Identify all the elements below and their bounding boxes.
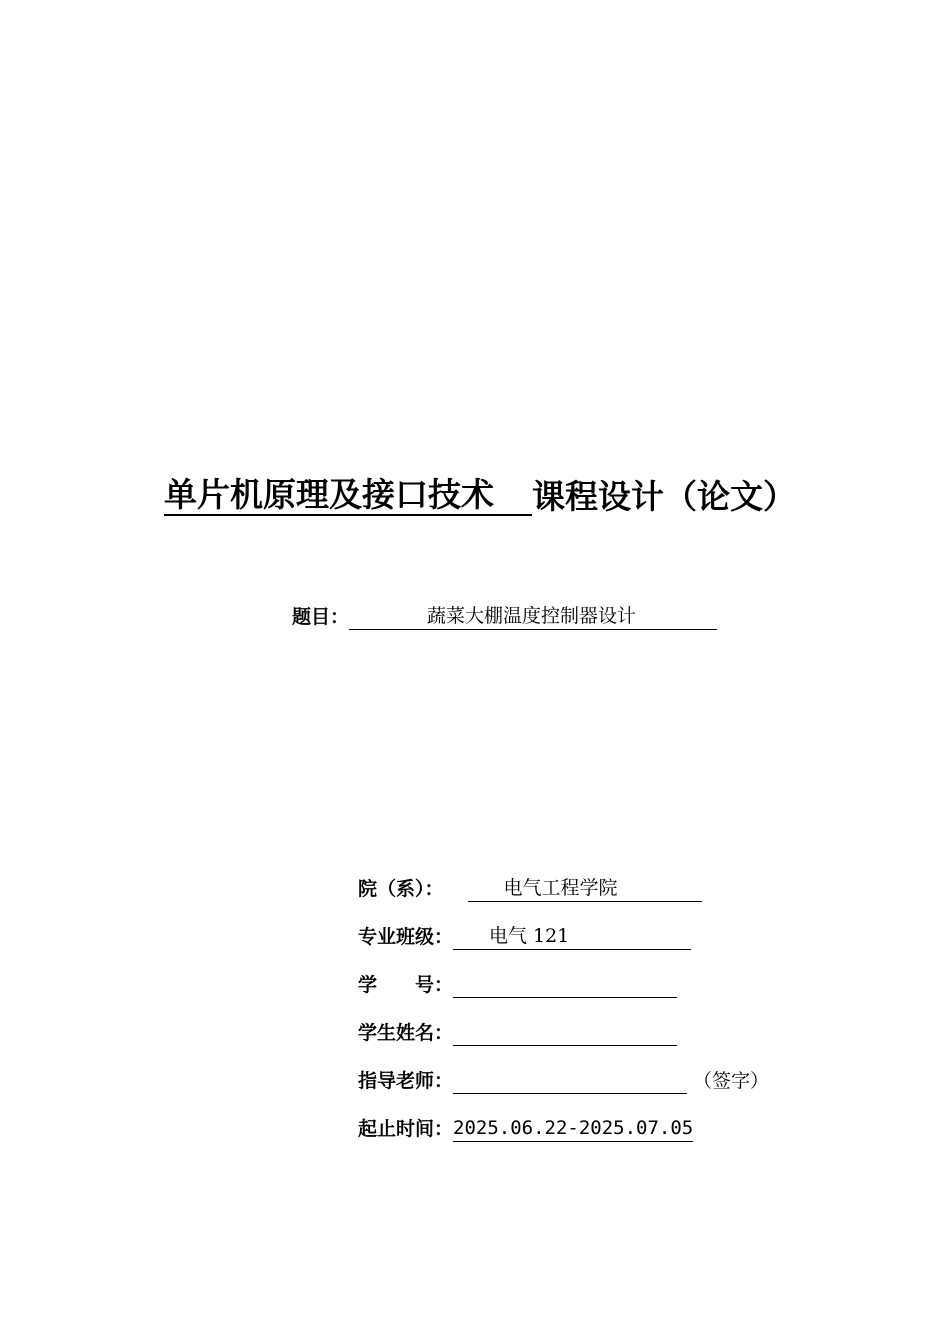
- topic-row: [292, 602, 717, 630]
- class-row: [358, 902, 818, 950]
- cover-title: [164, 466, 796, 516]
- class-label: 专业班级：: [358, 926, 454, 948]
- course-name: 单片机原理及接口技术: [164, 476, 532, 516]
- advisor-label: 指导老师：: [358, 1070, 454, 1092]
- department-row: [358, 872, 818, 902]
- advisor-signature-note: （签字）: [693, 1070, 770, 1092]
- department-label: 院（系）：: [358, 878, 444, 900]
- period-label: 起止时间：: [358, 1118, 454, 1140]
- title-suffix: 课程设计（论文）: [532, 477, 796, 516]
- topic-label: 题目：: [292, 606, 350, 628]
- info-block: [358, 872, 818, 1142]
- student-name-row: [358, 998, 818, 1046]
- period-row: [358, 1094, 818, 1142]
- department-value: 电气工程学院: [468, 875, 702, 902]
- period-value: 2025.06.22-2025.07.05: [453, 1115, 693, 1142]
- advisor-row: [358, 1046, 818, 1094]
- class-value: 电气 121: [453, 923, 691, 950]
- student-id-row: [358, 950, 818, 998]
- topic-value: 蔬菜大棚温度控制器设计: [349, 603, 717, 630]
- student-name-label: 学生姓名：: [358, 1022, 454, 1044]
- student-id-label: 学 号：: [358, 974, 454, 996]
